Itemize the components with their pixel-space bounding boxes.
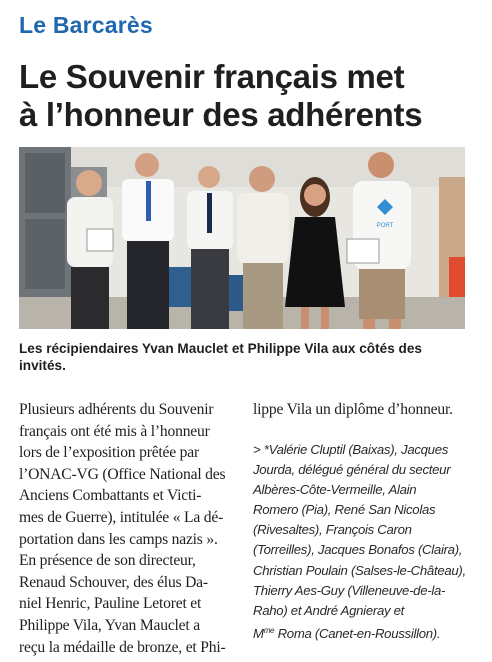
body-text-left-column <box>19 399 239 658</box>
headline-line: Le Souvenir français met <box>19 58 405 95</box>
credits-line: (Torreilles), Jacques Bonafos (Claira), <box>253 542 463 558</box>
credits-line: Albères-Côte-Vermeille, Alain <box>253 482 417 498</box>
body-line: Philippe Vila, Yvan Mauclet a <box>19 616 200 634</box>
credits-line: Jourda, délégué général du secteur <box>253 462 451 478</box>
body-line: l’ONAC-VG (Office National des <box>19 465 226 483</box>
credits-superscript: me <box>263 625 275 635</box>
credits-line-last <box>253 621 485 644</box>
credits-line: > *Valérie Cluptil (Baixas), Jacques <box>253 442 449 457</box>
body-line: reçu la médaille de bronze, et Phi- <box>19 638 226 656</box>
sign-text: PORT <box>376 223 394 229</box>
body-line: Anciens Combattants et Victi- <box>19 487 202 505</box>
body-line: lippe Vila un diplôme d’honneur. <box>253 401 453 418</box>
group-photo-illustration <box>19 147 465 329</box>
credits-line: Romero (Pia), René San Nicolas <box>253 502 436 518</box>
credits-prefix: M <box>253 625 264 641</box>
body-line: français ont été mis à l’honneur <box>19 422 210 440</box>
credits-line: Thierry Aes-Guy (Villeneuve-de-la- <box>253 582 446 598</box>
section-kicker: Le Barcarès <box>19 12 153 38</box>
body-line: Renaud Schouver, des élus Da- <box>19 573 208 591</box>
body-text-right-column <box>253 399 481 421</box>
credits-rest: Roma (Canet-en-Roussillon). <box>274 625 441 641</box>
body-line: lors de l’exposition prêtée par <box>19 444 199 462</box>
body-line: Plusieurs adhérents du Souvenir <box>19 401 214 418</box>
group-photo <box>19 147 465 329</box>
body-line: niel Henric, Pauline Letoret et <box>19 595 202 613</box>
headline-line: à l’honneur des adhérents <box>19 96 423 133</box>
credits-line: (Rivesaltes), François Caron <box>253 522 412 538</box>
credits-line: Raho) et André Agnieray et <box>253 602 405 618</box>
body-line: mes de Guerre), intitulée « La dé- <box>19 508 224 526</box>
body-line: En présence de son directeur, <box>19 552 196 570</box>
headline <box>19 58 479 134</box>
body-line: portation dans les camps nazis ». <box>19 530 218 548</box>
person-figure <box>122 153 174 329</box>
attendees-note <box>253 440 485 644</box>
credits-line: Christian Poulain (Salses-le-Château), <box>253 562 466 578</box>
photo-caption: Les récipiendaires Yvan Mauclet et Philippe Vila aux côtés des invités. <box>19 341 422 373</box>
